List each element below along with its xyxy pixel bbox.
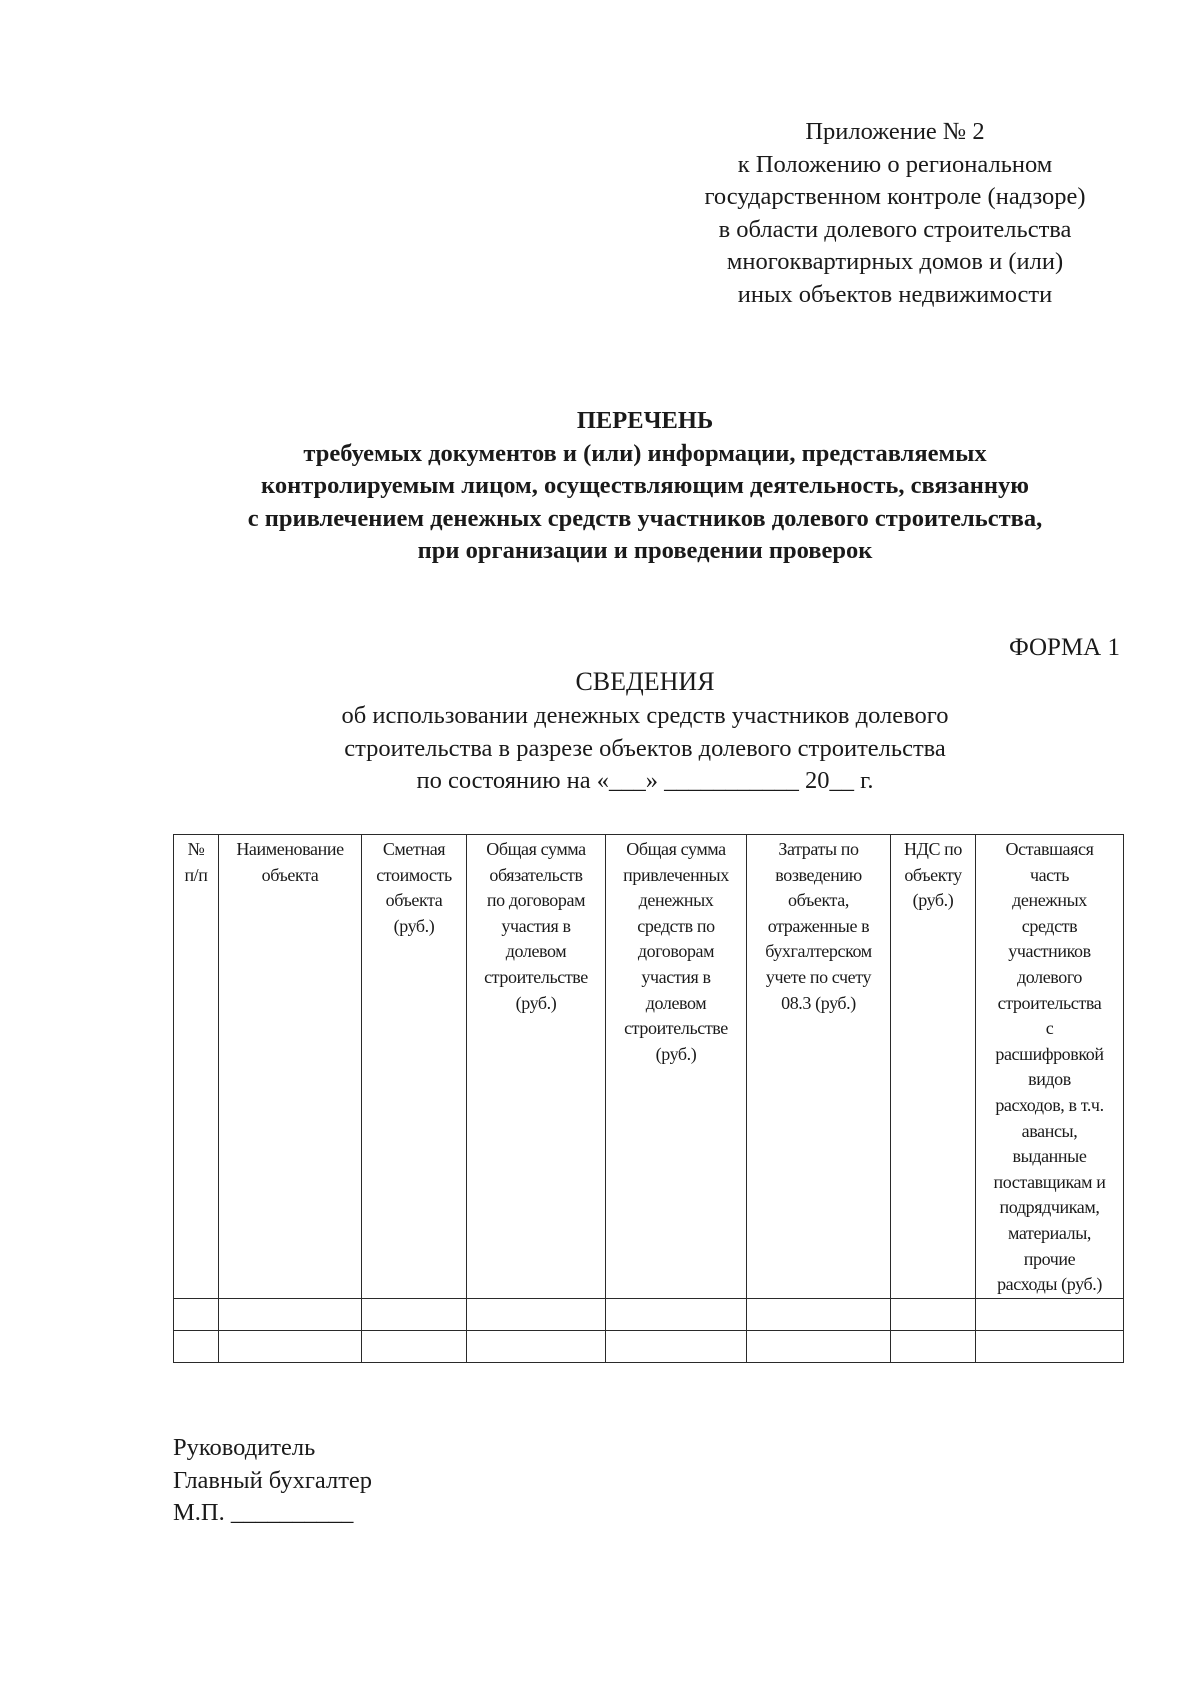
table-cell[interactable] <box>747 1298 891 1330</box>
table-cell[interactable] <box>467 1330 606 1362</box>
table-cell[interactable] <box>606 1298 747 1330</box>
column-header-line: объекту <box>904 864 962 885</box>
signature-stamp: М.П. __________ <box>173 1499 354 1526</box>
list-subtitle-line: с привлечением денежных средств участников долевого строительства, <box>247 504 1043 532</box>
column-header-line: объекта, <box>788 890 849 911</box>
column-header-line: авансы, <box>1021 1120 1078 1141</box>
column-header-line: средств <box>1021 915 1078 936</box>
column-header-line: с <box>1045 1018 1054 1039</box>
signature-chief-accountant: Главный бухгалтер <box>173 1466 373 1494</box>
column-header-line: участия в <box>501 915 571 936</box>
appendix-line: в области долевого строительства <box>718 215 1072 243</box>
table-row <box>174 1330 1124 1362</box>
list-title-block <box>0 405 1200 568</box>
column-header-line: строительства <box>997 992 1102 1013</box>
appendix-line: Приложение № 2 <box>805 118 985 145</box>
table-cell[interactable] <box>976 1298 1124 1330</box>
column-header-line: материалы, <box>1007 1222 1091 1243</box>
data-table <box>173 834 1124 1363</box>
column-header-line: часть <box>1029 864 1070 885</box>
column-header-line: учете по счету <box>765 966 872 987</box>
column-header-line: расшифровкой <box>995 1043 1104 1064</box>
table-cell[interactable] <box>891 1298 976 1330</box>
table-cell[interactable] <box>747 1330 891 1362</box>
table-cell[interactable] <box>606 1330 747 1362</box>
column-header-line: НДС по <box>903 839 963 859</box>
appendix-line: к Положению о региональном <box>737 150 1053 178</box>
form-subtitle <box>0 700 1200 798</box>
column-header <box>467 835 606 1299</box>
appendix-header <box>655 116 1135 311</box>
column-header <box>174 835 219 1299</box>
column-header <box>362 835 467 1299</box>
column-header-line: (руб.) <box>393 915 435 936</box>
column-header-line: Сметная <box>382 839 446 859</box>
column-header-line: выданные <box>1012 1146 1087 1167</box>
column-header-line: долевом <box>505 941 567 962</box>
list-title: ПЕРЕЧЕНЬ <box>576 407 714 434</box>
column-header-line: возведению <box>775 864 862 885</box>
column-header-line: участников <box>1008 941 1091 962</box>
appendix-line: государственном контроле (надзоре) <box>704 183 1086 210</box>
column-header-line: Затраты по <box>778 839 859 859</box>
column-header <box>976 835 1124 1299</box>
list-subtitle-line: при организации и проведении проверок <box>417 537 873 564</box>
column-header-line: (руб.) <box>912 890 954 911</box>
signature-head: Руководитель <box>173 1434 316 1461</box>
column-header-line: прочие <box>1023 1248 1076 1269</box>
column-header-line: бухгалтерском <box>765 941 872 962</box>
column-header-line: видов <box>1028 1069 1071 1090</box>
column-header-line: (руб.) <box>515 992 557 1013</box>
table-cell[interactable] <box>174 1298 219 1330</box>
table-cell[interactable] <box>467 1298 606 1330</box>
table-cell[interactable] <box>219 1330 362 1362</box>
column-header <box>747 835 891 1299</box>
column-header-line: привлеченных <box>623 864 729 885</box>
column-header-line: объекта <box>385 890 443 911</box>
signatures-block <box>173 1432 372 1530</box>
column-header-line: строительстве <box>484 966 588 987</box>
form-number: ФОРМА 1 <box>1008 634 1120 661</box>
column-header-line: по договорам <box>486 890 586 911</box>
column-header-line: подрядчикам, <box>999 1197 1100 1218</box>
column-header <box>219 835 362 1299</box>
column-header <box>891 835 976 1299</box>
form-subtitle-line: об использовании денежных средств участников долевого <box>341 702 949 729</box>
column-header-line: участия в <box>641 966 711 987</box>
table-header-row <box>174 835 1124 1299</box>
column-header-line: стоимость <box>376 864 452 885</box>
column-header-line: денежных <box>638 890 714 911</box>
column-header-line: № <box>187 839 205 859</box>
column-header-line: объекта <box>261 864 319 885</box>
column-header-line: средств по <box>637 915 715 936</box>
table-cell[interactable] <box>362 1330 467 1362</box>
column-header-line: расходов, в т.ч. <box>995 1094 1104 1115</box>
table-cell[interactable] <box>219 1298 362 1330</box>
table-cell[interactable] <box>362 1298 467 1330</box>
table-cell[interactable] <box>891 1330 976 1362</box>
column-header <box>606 835 747 1299</box>
table-row <box>174 1298 1124 1330</box>
table-body <box>174 1298 1124 1362</box>
column-header-line: долевом <box>645 992 707 1013</box>
column-header-line: денежных <box>1012 890 1087 911</box>
list-subtitle-line: контролируемым лицом, осуществляющим деятельность, связанную <box>261 472 1029 499</box>
column-header-line: (руб.) <box>655 1043 697 1064</box>
column-header-line: отраженные в <box>767 915 870 936</box>
appendix-line: иных объектов недвижимости <box>737 280 1053 308</box>
column-header-line: строительстве <box>624 1018 728 1039</box>
table-cell[interactable] <box>976 1330 1124 1362</box>
column-header-line: п/п <box>184 864 208 885</box>
column-header-line: Общая сумма <box>626 839 726 859</box>
form-subtitle-line: по состоянию на «___» ___________ 20__ г. <box>416 767 874 794</box>
column-header-line: Оставшаяся <box>1005 839 1094 859</box>
column-header-line: Общая сумма <box>486 839 586 859</box>
column-header-line: Наименование <box>236 839 344 859</box>
table-cell[interactable] <box>174 1330 219 1362</box>
column-header-line: поставщикам и <box>993 1171 1106 1192</box>
appendix-line: многоквартирных домов и (или) <box>726 248 1064 275</box>
form-title: СВЕДЕНИЯ <box>575 667 715 696</box>
column-header-line: расходы (руб.) <box>997 1274 1102 1295</box>
column-header-line: 08.3 (руб.) <box>781 992 856 1013</box>
column-header-line: договорам <box>637 941 715 962</box>
list-subtitle-line: требуемых документов и (или) информации, представляемых <box>303 439 987 467</box>
column-header-line: долевого <box>1016 966 1082 987</box>
column-header-line: обязательств <box>489 864 583 885</box>
form-subtitle-line: строительства в разрезе объектов долевого строительства <box>344 734 946 762</box>
